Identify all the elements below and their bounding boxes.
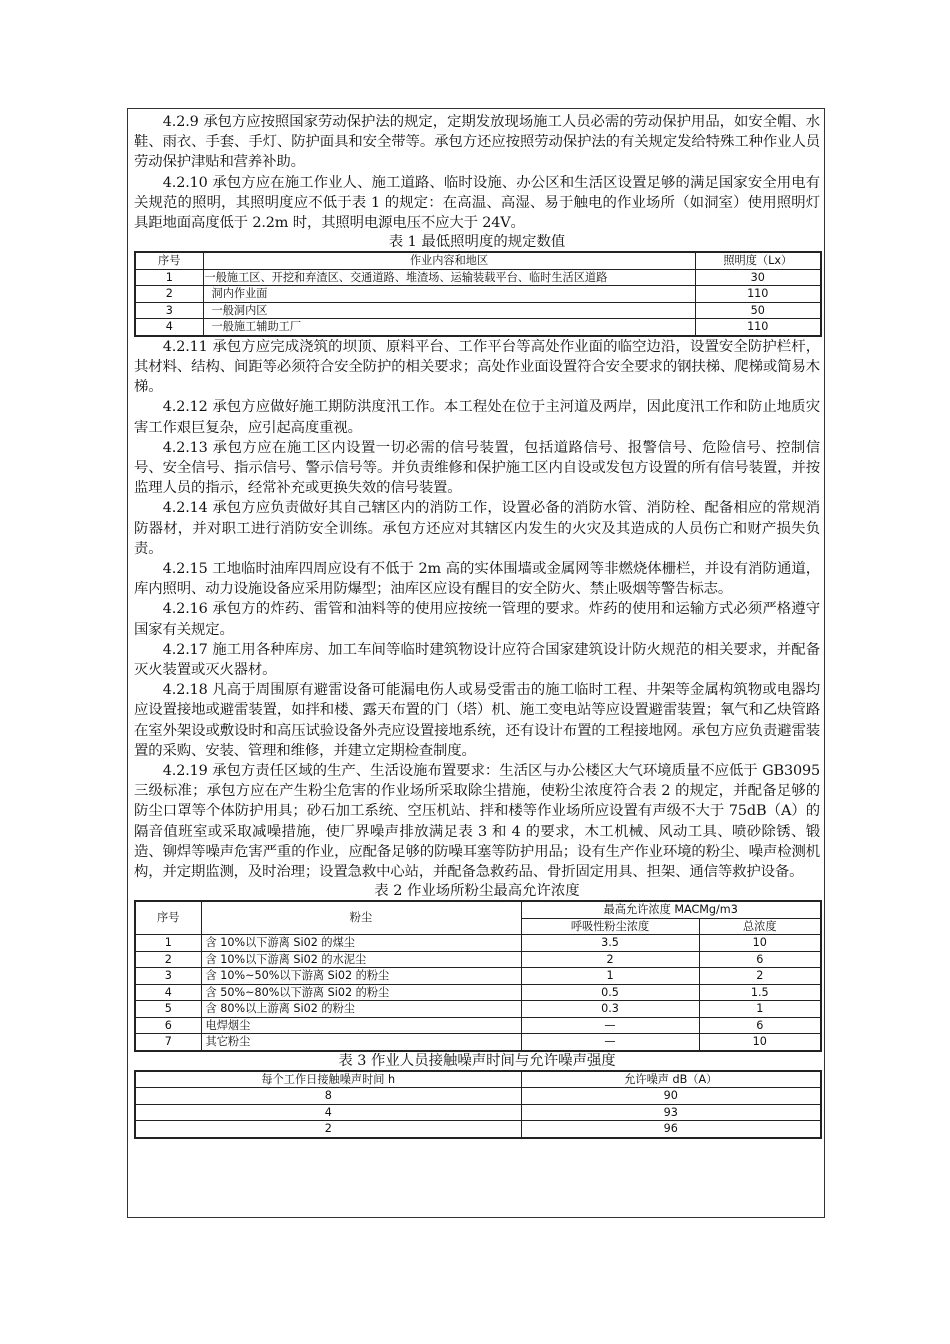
cell-no: 7 <box>135 1034 201 1051</box>
col-header-content: 作业内容和地区 <box>203 252 695 269</box>
cell-hours: 2 <box>135 1121 521 1138</box>
cell-respirable: 3.5 <box>521 935 699 952</box>
col-header-exposure-time: 每个工作日接触噪声时间 h <box>135 1071 521 1088</box>
col-header-no: 序号 <box>135 252 203 269</box>
clause-4-2-17: 4.2.17 施工用各种库房、加工车间等临时建筑物设计应符合国家建筑设计防火规范的相关要求，并配备灭火装置或灭火器材。 <box>134 641 820 678</box>
cell-dust: 含 10%以下游离 Si02 的煤尘 <box>201 935 521 952</box>
cell-dust: 含 10%以下游离 Si02 的水泥尘 <box>201 951 521 968</box>
table3-caption: 表 3 作业人员接触噪声时间与允许噪声强度 <box>338 1052 616 1069</box>
cell-respirable: 0.3 <box>521 1001 699 1018</box>
table-row <box>135 269 821 286</box>
table-row <box>135 984 821 1001</box>
clause-4-2-10: 4.2.10 承包方应在施工作业人、施工道路、临时设施、办公区和生活区设置足够的满足国家安全用电有关规范的照明，其照明度应不低于表 1 的规定：在高温、高湿、易于触电的作业场所（如洞室）使用照明灯具距地面高度低于 2.2m 时，其照明电源电压不应大于 24V。 <box>134 174 820 232</box>
table-row <box>135 935 821 952</box>
clause-4-2-19: 4.2.19 承包方责任区域的生产、生活设施布置要求：生活区与办公楼区大气环境质量不应低于 GB3095 三级标准；承包方应在产生粉尘危害的作业场所采取除尘措施，使粉尘浓度符合表 2 的规定，并配备足够的防尘口罩等个体防护用具；砂石加工系统、空压机站、拌和楼等作业场所应设置有声级不大于 75dB（A）的隔音值班室或采取减噪措施，使厂界噪声排放满足表 3 和 4 的要求，木工机械、风动工具、喷砂除锈、锻造、铆焊等噪声危害严重的作业，应配备足够的防噪耳塞等防护用品；设有生产作业环境的粉尘、噪声检测机构，并定期监测，及时治理；设置急救中心站，并配备急救药品、骨折固定用具、担架、通信等救护设备。 <box>134 762 820 880</box>
cell-respirable: — <box>521 1034 699 1051</box>
clause-4-2-12: 4.2.12 承包方应做好施工期防洪度汛工作。本工程处在位于主河道及两岸，因此度汛工作和防止地质灾害工作艰巨复杂，应引起高度重视。 <box>134 399 820 436</box>
table-row <box>135 1088 821 1105</box>
table-header-row <box>135 901 821 918</box>
document-body <box>134 112 820 1139</box>
section-clauses <box>134 337 820 882</box>
table-header-row <box>135 1071 821 1088</box>
cell-total: 2 <box>699 968 821 985</box>
cell-content: 一般洞内区 <box>203 302 695 319</box>
section-intro <box>134 112 820 233</box>
cell-respirable: 0.5 <box>521 984 699 1001</box>
table-row <box>135 1104 821 1121</box>
cell-db: 90 <box>521 1088 821 1105</box>
cell-hours: 8 <box>135 1088 521 1105</box>
cell-lux: 110 <box>695 286 821 303</box>
col-header-lux: 照明度（Lx） <box>695 252 821 269</box>
cell-no: 1 <box>135 269 203 286</box>
cell-no: 2 <box>135 951 201 968</box>
table-row <box>135 286 821 303</box>
table-row <box>135 319 821 336</box>
cell-total: 10 <box>699 1034 821 1051</box>
dust-concentration-table <box>134 900 822 1052</box>
clause-4-2-15: 4.2.15 工地临时油库四周应设有不低于 2m 高的实体围墙或金属网等非燃烧体栅栏，并设有消防通道，库内照明、动力设施设备应采用防爆型；油库区应设有醒目的安全防火、禁止吸烟等警告标志。 <box>134 560 820 598</box>
col-header-dust: 粉尘 <box>201 901 521 935</box>
table-row <box>135 1034 821 1051</box>
col-header-no: 序号 <box>135 901 201 935</box>
cell-lux: 30 <box>695 269 821 286</box>
clause-4-2-13: 4.2.13 承包方应在施工区内设置一切必需的信号装置，包括道路信号、报警信号、危险信号、控制信号、安全信号、指示信号、警示信号等。并负责维修和保护施工区内自设或发包方设置的所有信号装置，并按监理人员的指示，经常补充或更换失效的信号装置。 <box>134 439 820 497</box>
cell-dust: 含 80%以上游离 Si02 的粉尘 <box>201 1001 521 1018</box>
cell-total: 10 <box>699 935 821 952</box>
noise-exposure-table <box>134 1070 822 1139</box>
clause-4-2-11: 4.2.11 承包方应完成浇筑的坝顶、原料平台、工作平台等高处作业面的临空边沿，设置安全防护栏杆，其材料、结构、间距等必须符合安全防护的相关要求；高处作业面设置符合安全要求的钢扶梯、爬梯或简易木梯。 <box>134 338 820 396</box>
cell-respirable: 1 <box>521 968 699 985</box>
cell-no: 4 <box>135 319 203 336</box>
cell-total: 1.5 <box>699 984 821 1001</box>
cell-respirable: — <box>521 1017 699 1034</box>
cell-total: 6 <box>699 1017 821 1034</box>
cell-no: 5 <box>135 1001 201 1018</box>
table-row <box>135 302 821 319</box>
cell-db: 93 <box>521 1104 821 1121</box>
cell-dust: 其它粉尘 <box>201 1034 521 1051</box>
cell-lux: 50 <box>695 302 821 319</box>
cell-no: 6 <box>135 1017 201 1034</box>
table-row <box>135 968 821 985</box>
cell-no: 1 <box>135 935 201 952</box>
clause-4-2-16: 4.2.16 承包方的炸药、雷管和油料等的使用应按统一管理的要求。炸药的使用和运输方式必须严格遵守国家有关规定。 <box>134 601 820 638</box>
clause-4-2-9: 4.2.9 承包方应按照国家劳动保护法的规定，定期发放现场施工人员必需的劳动保护用品，如安全帽、水鞋、雨衣、手套、手灯、防护面具和安全带等。承包方还应按照劳动保护法的有关规定发给特殊工种作业人员劳动保护津贴和营养补助。 <box>134 114 820 171</box>
cell-content: 洞内作业面 <box>203 286 695 303</box>
clause-4-2-14: 4.2.14 承包方应负责做好其自己辖区内的消防工作，设置必备的消防水管、消防栓、配备相应的常规消防器材，并对职工进行消防安全训练。承包方还应对其辖区内发生的火灾及其造成的人员伤亡和财产损失负责。 <box>134 500 820 557</box>
col-header-max-concentration: 最高允许浓度 MACMg/m3 <box>521 901 821 918</box>
col-header-respirable: 呼吸性粉尘浓度 <box>521 918 699 935</box>
table2-caption: 表 2 作业场所粉尘最高允许浓度 <box>374 883 580 900</box>
table-row <box>135 951 821 968</box>
cell-total: 6 <box>699 951 821 968</box>
table-row <box>135 1121 821 1138</box>
cell-dust: 含 10%~50%以下游离 Si02 的粉尘 <box>201 968 521 985</box>
cell-dust: 含 50%~80%以下游离 Si02 的粉尘 <box>201 984 521 1001</box>
cell-no: 3 <box>135 968 201 985</box>
table-row <box>135 1017 821 1034</box>
cell-no: 3 <box>135 302 203 319</box>
table-row <box>135 1001 821 1018</box>
cell-db: 96 <box>521 1121 821 1138</box>
cell-content: 一般施工区、开挖和弃渣区、交通道路、堆渣场、运输装载平台、临时生活区道路 <box>203 269 695 286</box>
col-header-allowed-noise: 允许噪声 dB（A） <box>521 1071 821 1088</box>
cell-respirable: 2 <box>521 951 699 968</box>
cell-hours: 4 <box>135 1104 521 1121</box>
cell-no: 2 <box>135 286 203 303</box>
table-header-row <box>135 252 821 269</box>
cell-content: 一般施工辅助工厂 <box>203 319 695 336</box>
cell-total: 1 <box>699 1001 821 1018</box>
cell-no: 4 <box>135 984 201 1001</box>
cell-dust: 电焊烟尘 <box>201 1017 521 1034</box>
clause-4-2-18: 4.2.18 凡高于周围原有避雷设备可能漏电伤人或易受雷击的施工临时工程、井架等金属构筑物或电器均应设置接地或避雷装置，如拌和楼、露天布置的门（塔）机、施工变电站等应设置避雷装置；氧气和乙炔管路在室外架设或敷设时和高压试验设备外壳应设置接地系统，还有设计布置的工程接地网。承包方应负责避雷装置的采购、安装、管理和维修，并建立定期检查制度。 <box>134 682 820 759</box>
illumination-table <box>134 251 822 337</box>
cell-lux: 110 <box>695 319 821 336</box>
table1-caption: 表 1 最低照明度的规定数值 <box>388 234 566 251</box>
col-header-total: 总浓度 <box>699 918 821 935</box>
